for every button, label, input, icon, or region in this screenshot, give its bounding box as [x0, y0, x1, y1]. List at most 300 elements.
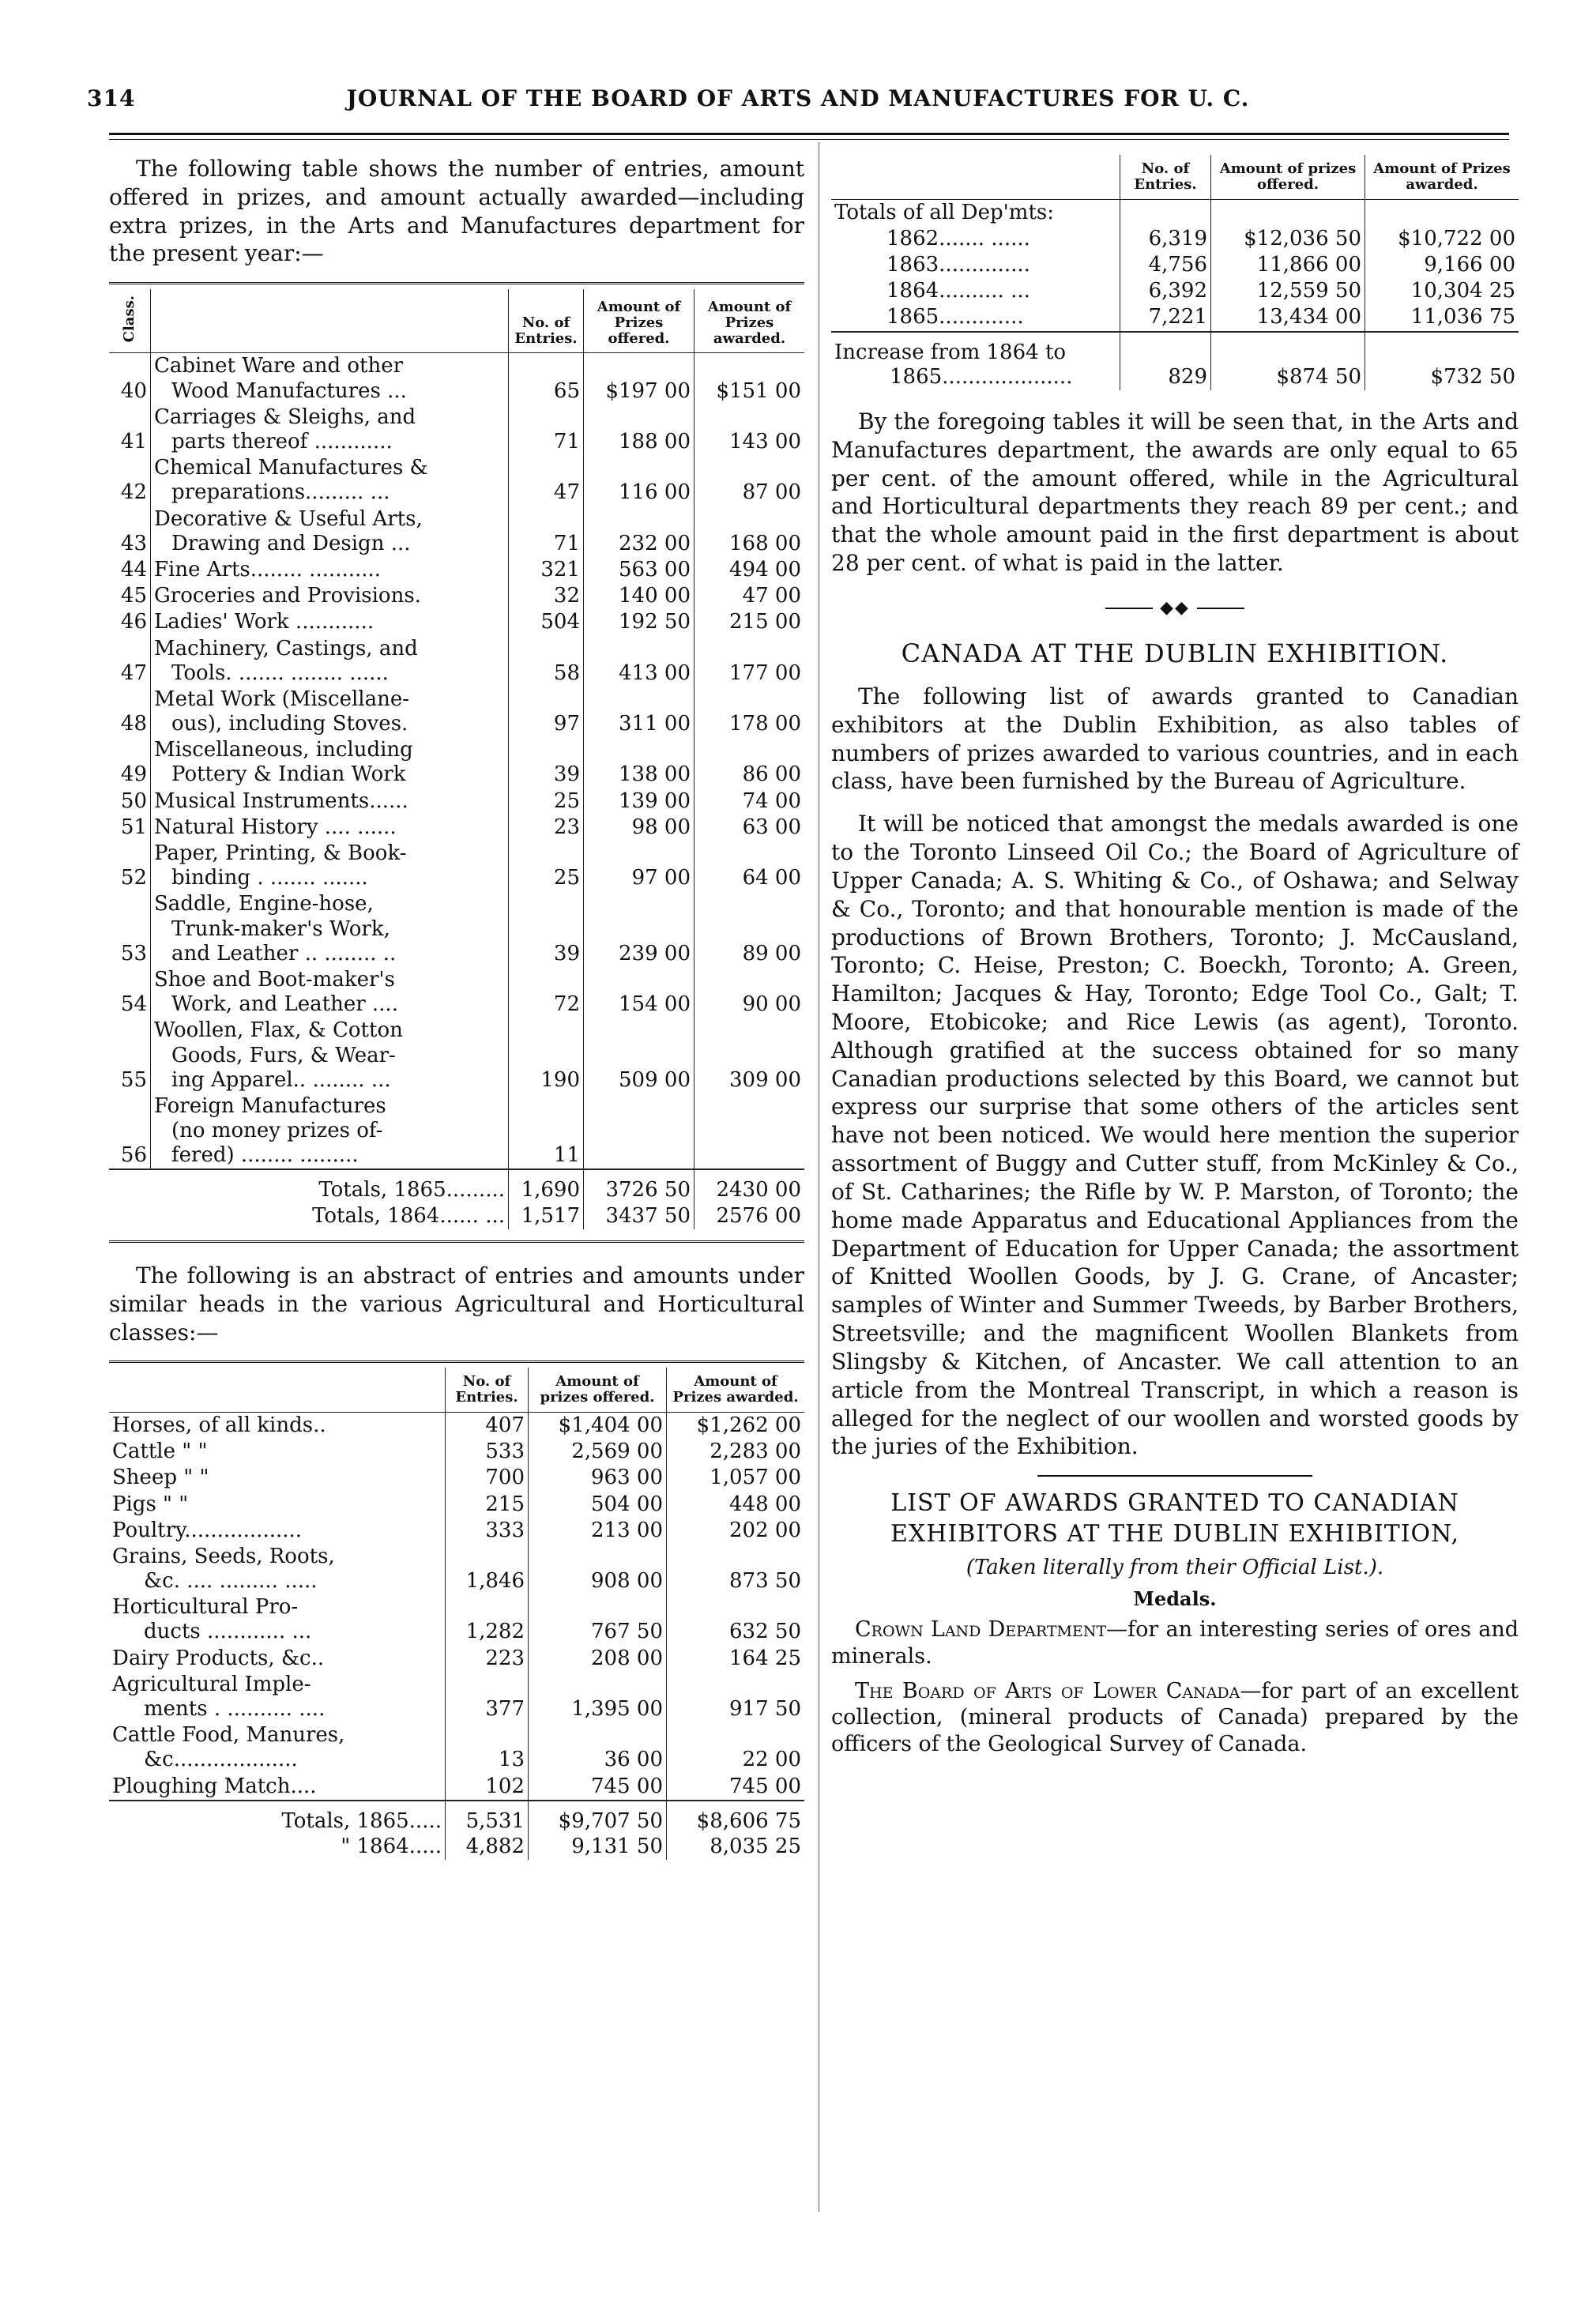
row-label-line: Ploughing Match....: [112, 1774, 317, 1798]
blank-cell: [1365, 199, 1519, 226]
row-label: [109, 1672, 446, 1722]
awarded-cell: 143 00: [729, 430, 801, 454]
row-label: [151, 1018, 509, 1093]
table-row: [109, 1646, 804, 1672]
entries-cell: 97: [509, 687, 584, 737]
row-label: [151, 815, 509, 841]
foregoing-paragraph: By the foregoing tables it will be seen that, in the Arts and Manufactures department, the awards are only equal to 65 per cent. of the amount offered, while in the Agricultural and Horticultural departments they reach 89 per cent.; and that the whole amount paid in the first department is about 28 per cent. of what is paid in the latter.: [831, 408, 1519, 577]
row-label: [151, 737, 509, 788]
table-row: [109, 815, 804, 841]
table-row: [109, 353, 804, 405]
table-row: [109, 636, 804, 687]
entries-cell: 39: [509, 737, 584, 788]
entries-cell: 700: [446, 1465, 529, 1491]
awarded-header: Amount of Prizes awarded.: [694, 289, 805, 353]
offered-cell: 1,395 00: [529, 1672, 667, 1722]
offered-cell: 97 00: [584, 841, 694, 891]
offered-cell: 138 00: [584, 737, 694, 788]
entries-cell: 6,392: [1120, 278, 1211, 304]
agri-entries-header: No. of Entries.: [446, 1368, 529, 1412]
table-row: [109, 891, 804, 967]
offered-cell: 208 00: [529, 1646, 667, 1672]
row-label-line: Work, and Leather ....: [171, 992, 398, 1017]
year-cell: 1864.......... ...: [831, 278, 1120, 304]
offered-cell: 139 00: [584, 788, 694, 815]
increase-row: [831, 332, 1519, 390]
offered-cell: 963 00: [529, 1465, 667, 1491]
entries-cell: 71: [509, 506, 584, 557]
row-label-line: Agricultural Imple-: [112, 1672, 311, 1696]
table-row: [109, 967, 804, 1018]
class-number: 50: [109, 788, 151, 815]
entries-cell: 321: [509, 557, 584, 583]
table-row: [109, 1518, 804, 1544]
increase-label-line: 1865....................: [890, 364, 1073, 389]
row-label-line: Fine Arts........ ...........: [154, 557, 382, 581]
row-label: [151, 557, 509, 583]
table-row: [109, 1544, 804, 1594]
offered-cell: 188 00: [584, 405, 694, 455]
entries-cell: 47: [509, 455, 584, 506]
row-label: [109, 1439, 446, 1465]
table-rule: [109, 1360, 804, 1368]
offered-cell: 140 00: [584, 583, 694, 609]
offered-cell: 98 00: [584, 815, 694, 841]
entries-cell: 5,531: [446, 1801, 529, 1835]
row-label-line: Tools. ....... ........ ......: [171, 660, 389, 685]
entries-cell: 25: [509, 788, 584, 815]
offered-cell: 232 00: [584, 506, 694, 557]
class-number: 43: [109, 506, 151, 557]
row-label-line: binding . ....... .......: [171, 866, 368, 890]
dublin-paragraph-1: The following list of awards granted to Canadian exhibitors at the Dublin Exhibition, as also tables of numbers of prizes awarded to various countries, and in each class, have been furnished by the Bureau of Agriculture.: [831, 683, 1519, 795]
row-label: [109, 1544, 446, 1594]
offered-cell: 767 50: [529, 1594, 667, 1645]
class-number: 51: [109, 815, 151, 841]
table-row: [109, 455, 804, 506]
awarded-cell: 745 00: [729, 1774, 801, 1798]
row-label: [151, 609, 509, 635]
table-row: [109, 1722, 804, 1773]
section-ornament: ◆◆: [831, 598, 1519, 618]
row-label-line: Drawing and Design ...: [171, 531, 411, 555]
table-row: [109, 788, 804, 815]
totals-table: [831, 155, 1519, 390]
award-name: The Board of Arts of Lower Canada: [855, 1678, 1240, 1703]
row-label-line: ments . .......... ....: [144, 1697, 326, 1721]
row-label: [109, 1594, 446, 1645]
entries-cell: 11: [509, 1093, 584, 1170]
row-label: [151, 506, 509, 557]
totals-row: [109, 1801, 804, 1835]
entries-cell: 72: [509, 967, 584, 1018]
row-label-line: Shoe and Boot-maker's: [154, 967, 395, 992]
class-number: 52: [109, 841, 151, 891]
row-label-line: Natural History .... ......: [154, 815, 397, 839]
row-label: [151, 583, 509, 609]
awarded-cell: 64 00: [742, 866, 801, 890]
offered-cell: 13,434 00: [1211, 304, 1365, 331]
entries-cell: 39: [509, 891, 584, 967]
offered-cell: 509 00: [584, 1018, 694, 1093]
row-label-line: Foreign Manufactures: [154, 1093, 386, 1118]
arts-intro: The following table shows the number of entries, amount offered in prizes, and amount actually awarded—including extra prizes, in the Arts and Manufactures department for the present year:—: [109, 156, 804, 267]
row-label-line: Pigs " ": [112, 1492, 189, 1516]
table-row: [109, 841, 804, 891]
offered-cell: 3437 50: [584, 1204, 694, 1229]
table-row: [109, 609, 804, 635]
offered-cell: 154 00: [584, 967, 694, 1018]
entries-cell: 25: [509, 841, 584, 891]
totals-label-header: [831, 155, 1120, 199]
running-head: [87, 85, 1509, 120]
offered-cell: $9,707 50: [529, 1801, 667, 1835]
table-row: [109, 1465, 804, 1491]
awarded-cell: 2576 00: [716, 1203, 801, 1228]
row-label-line: Cabinet Ware and other: [154, 354, 404, 378]
awarded-cell: 917 50: [729, 1697, 801, 1721]
totals-row: [109, 1169, 804, 1203]
row-label: [151, 405, 509, 455]
totals-label: Totals, 1864...... ...: [151, 1204, 509, 1229]
awarded-cell: 873 50: [729, 1569, 801, 1594]
totals-label: Totals of all Dep'mts:: [831, 199, 1120, 226]
totals-label: Totals, 1865.....: [109, 1801, 446, 1835]
row-label-line: &c. .... ......... .....: [144, 1569, 318, 1594]
offered-cell: 12,559 50: [1211, 278, 1365, 304]
row-label-line: Metal Work (Miscellane-: [154, 687, 410, 711]
awarded-cell: $1,262 00: [696, 1413, 801, 1437]
totals-row: [109, 1204, 804, 1229]
row-label-line: Carriages & Sleighs, and: [154, 405, 416, 429]
header-rule-thin: [109, 139, 1509, 140]
left-column: [109, 155, 804, 1860]
offered-cell: [584, 1093, 694, 1170]
entries-cell: 13: [446, 1722, 529, 1773]
class-number: 40: [109, 353, 151, 405]
offered-cell: 2,569 00: [529, 1439, 667, 1465]
row-label-line: Horticultural Pro-: [112, 1595, 299, 1620]
awarded-cell: 74 00: [742, 788, 801, 813]
row-label-line: fered) ........ .........: [171, 1143, 359, 1168]
class-number: 55: [109, 1018, 151, 1093]
offered-cell: 413 00: [584, 636, 694, 687]
row-label-line: and Leather .. ........ ..: [171, 941, 397, 965]
table-rule: [109, 1240, 804, 1248]
row-label-line: ous), including Stoves.: [171, 712, 408, 736]
entries-cell: 1,282: [446, 1594, 529, 1645]
row-label-line: Miscellaneous, including: [154, 738, 413, 762]
entries-cell: 102: [446, 1774, 529, 1801]
row-label-line: Cattle Food, Manures,: [112, 1723, 345, 1748]
award-entry: [831, 1616, 1519, 1670]
table-row: [109, 405, 804, 455]
awarded-cell: 632 50: [729, 1620, 801, 1644]
entries-cell: 32: [509, 583, 584, 609]
row-label-line: Groceries and Provisions.: [154, 584, 421, 608]
row-label-line: ducts ............ ...: [144, 1620, 312, 1644]
offered-cell: $197 00: [584, 353, 694, 405]
awarded-cell: 2,283 00: [710, 1440, 801, 1464]
awarded-cell: 11,036 75: [1410, 305, 1515, 329]
row-label: [109, 1774, 446, 1801]
dublin-paragraph-2: It will be noticed that amongst the medals awarded is one to the Toronto Linseed Oil Co.; the Board of Agriculture of Upper Canada; A. S. Whiting & Co., of Oshawa; and Selway & Co., Toronto; and that honourable mention is made of the productions of Brown Brothers, Toronto; J. McCausland, Toronto; C. Heise, Preston; C. Boeckh, Toronto; A. Green, Hamilton; Jacques & Hay, Toronto; Edge Tool Co., Galt; T. Moore, Etobicoke; and Rice Lewis (as agent), Toronto. Although gratified at the success obtained for so many Canadian productions selected by this Board, we cannot but express our surprise that some others of the articles sent have not been noticed. We would here mention the superior assortment of Buggy and Cutter stuff, from McKinley & Co., of St. Catharines; the Rifle by W. P. Marston, of Toronto; the home made Apparatus and Educational Appliances from the Department of Education for Upper Canada; the assortment of Knitted Woollen Goods, by J. G. Crane, of Ancaster; samples of Winter and Summer Tweeds, by Barber Brothers, Streetsville; and the magnificent Woollen Blankets from Slingsby & Kitchen, of Ancaster. We call attention to an article from the Montreal Transcript, in which a reason is alleged for the neglect of our woollen and worsted goods by the juries of the Exhibition.: [831, 811, 1519, 1460]
offered-cell: 213 00: [529, 1518, 667, 1544]
blank-cell: [1211, 199, 1365, 226]
table-row: [109, 1093, 804, 1170]
row-label: [151, 891, 509, 967]
year-cell: 1863..............: [831, 252, 1120, 278]
row-label-line: Dairy Products, &c..: [112, 1646, 325, 1670]
row-label-line: Horses, of all kinds..: [112, 1413, 326, 1437]
class-number: 41: [109, 405, 151, 455]
row-label-line: parts thereof ............: [171, 430, 393, 454]
awarded-cell: 2430 00: [694, 1169, 805, 1203]
awarded-cell: 177 00: [729, 660, 801, 685]
class-number: 44: [109, 557, 151, 583]
row-label: [151, 967, 509, 1018]
entries-cell: 829: [1120, 332, 1211, 390]
entries-cell: 1,690: [509, 1169, 584, 1203]
awarded-cell: [694, 1093, 805, 1170]
award-text: —for an interesting series of ores and minerals.: [831, 1617, 1519, 1669]
journal-title: JOURNAL OF THE BOARD OF ARTS AND MANUFACTURES FOR U. C.: [346, 85, 1250, 111]
row-label: [109, 1722, 446, 1773]
offered-cell: 9,131 50: [529, 1835, 667, 1860]
table-row: [109, 583, 804, 609]
row-label-line: Chemical Manufactures &: [154, 456, 428, 480]
agri-table: [109, 1368, 804, 1860]
awarded-cell: 8,035 25: [710, 1834, 801, 1858]
awarded-cell: 87 00: [742, 480, 801, 505]
row-label: [109, 1412, 446, 1439]
offered-cell: $874 50: [1211, 332, 1365, 390]
table-row: [109, 1412, 804, 1439]
totals-awarded-header: Amount of Prizes awarded.: [1365, 155, 1519, 199]
awarded-cell: 1,057 00: [710, 1466, 801, 1490]
medals-heading: Medals.: [1133, 1587, 1217, 1611]
offered-cell: 192 50: [584, 609, 694, 635]
year-cell: 1865.............: [831, 304, 1120, 331]
entries-cell: 23: [509, 815, 584, 841]
increase-label: [831, 332, 1120, 390]
class-number: 48: [109, 687, 151, 737]
entries-header: No. of Entries.: [509, 289, 584, 353]
totals-table-body: [831, 199, 1519, 390]
row-label-line: (no money prizes of-: [171, 1119, 383, 1143]
totals-label: " 1864.....: [109, 1835, 446, 1860]
entries-cell: 4,882: [446, 1835, 529, 1860]
divider: [1037, 1475, 1312, 1477]
entries-cell: 6,319: [1120, 226, 1211, 252]
offered-header: Amount of Prizes offered.: [584, 289, 694, 353]
awarded-cell: 168 00: [729, 531, 801, 555]
row-label-line: Grains, Seeds, Roots,: [112, 1544, 335, 1568]
row-label-line: Musical Instruments......: [154, 788, 408, 813]
list-subtitle: (Taken literally from their Official List.).: [966, 1556, 1384, 1580]
awarded-cell: 9,166 00: [1424, 252, 1515, 277]
row-label: [151, 455, 509, 506]
awarded-cell: 10,304 25: [1410, 279, 1515, 303]
entries-cell: 71: [509, 405, 584, 455]
class-number: 45: [109, 583, 151, 609]
page-number: 314: [87, 85, 136, 111]
offered-cell: 311 00: [584, 687, 694, 737]
row-label-line: Woollen, Flax, & Cotton: [154, 1018, 403, 1043]
offered-cell: $1,404 00: [529, 1412, 667, 1439]
row-label: [151, 788, 509, 815]
entries-cell: 190: [509, 1018, 584, 1093]
list-title: LIST OF AWARDS GRANTED TO CANADIAN EXHIBITORS AT THE DUBLIN EXHIBITION,: [890, 1489, 1460, 1549]
awarded-cell: 309 00: [729, 1067, 801, 1092]
row-label-line: Saddle, Engine-hose,: [154, 892, 374, 916]
right-column: [831, 155, 1519, 1766]
awarded-cell: 494 00: [729, 557, 801, 581]
table-row: [109, 1594, 804, 1645]
table-row: [109, 1672, 804, 1722]
awarded-cell: $10,722 00: [1398, 226, 1515, 250]
section-title: CANADA AT THE DUBLIN EXHIBITION.: [901, 638, 1449, 668]
entries-cell: 215: [446, 1492, 529, 1518]
year-cell: 1862....... ......: [831, 226, 1120, 252]
totals-label: Totals, 1865.........: [151, 1169, 509, 1203]
awarded-cell: 215 00: [729, 610, 801, 634]
awarded-cell: 63 00: [742, 815, 801, 839]
totals-spacer: [109, 1204, 151, 1229]
awarded-cell: 47 00: [742, 584, 801, 608]
totals-offered-header: Amount of prizes offered.: [1211, 155, 1365, 199]
row-label-line: Goods, Furs, & Wear-: [171, 1043, 396, 1067]
offered-cell: 36 00: [529, 1722, 667, 1773]
entries-cell: 7,221: [1120, 304, 1211, 331]
award-name: Crown Land Department: [855, 1617, 1107, 1643]
row-label: [109, 1465, 446, 1491]
entries-cell: 1,846: [446, 1544, 529, 1594]
table-row: [109, 737, 804, 788]
arts-table: [109, 289, 804, 1229]
awarded-cell: 22 00: [742, 1748, 801, 1772]
table-row: [831, 304, 1519, 331]
entries-cell: 504: [509, 609, 584, 635]
row-label: [109, 1518, 446, 1544]
abstract-intro: The following is an abstract of entries and amounts under similar heads in the various Agricultural and Horticultural classes:—: [109, 1262, 804, 1345]
table-row: [109, 1492, 804, 1518]
awarded-cell: $732 50: [1365, 332, 1519, 390]
row-label: [109, 1646, 446, 1672]
row-label: [151, 353, 509, 405]
agri-item-header: [109, 1368, 446, 1412]
award-entry: [831, 1678, 1519, 1758]
offered-cell: 116 00: [584, 455, 694, 506]
row-label-line: Trunk-maker's Work,: [171, 916, 390, 941]
row-label: [109, 1492, 446, 1518]
class-number: 42: [109, 455, 151, 506]
totals-label-row: [831, 199, 1519, 226]
table-rule: [109, 282, 804, 289]
row-label-line: &c...................: [144, 1748, 298, 1772]
entries-cell: 533: [446, 1439, 529, 1465]
totals-row: [109, 1835, 804, 1860]
row-label-line: ing Apparel.. ........ ...: [171, 1067, 391, 1092]
entries-cell: 58: [509, 636, 584, 687]
table-row: [109, 1439, 804, 1465]
arts-table-body: [109, 353, 804, 1229]
entries-cell: 65: [509, 353, 584, 405]
row-label: [151, 841, 509, 891]
offered-cell: 3726 50: [584, 1169, 694, 1203]
entries-cell: 407: [446, 1412, 529, 1439]
entries-cell: 223: [446, 1646, 529, 1672]
entries-cell: 1,517: [509, 1204, 584, 1229]
table-row: [109, 506, 804, 557]
row-label-line: preparations......... ...: [171, 480, 390, 505]
class-header: Class.: [109, 289, 151, 353]
agri-awarded-header: Amount of Prizes awarded.: [667, 1368, 805, 1412]
row-label-line: Sheep " ": [112, 1466, 209, 1490]
awarded-cell: 89 00: [742, 941, 801, 965]
offered-cell: 239 00: [584, 891, 694, 967]
entries-cell: 333: [446, 1518, 529, 1544]
awarded-cell: 178 00: [729, 712, 801, 736]
item-header: [151, 289, 509, 353]
row-label: [151, 636, 509, 687]
entries-cell: 377: [446, 1672, 529, 1722]
table-row: [109, 1774, 804, 1801]
offered-cell: 745 00: [529, 1774, 667, 1801]
increase-label-line: Increase from 1864 to: [834, 340, 1067, 364]
awarded-cell: 164 25: [729, 1646, 801, 1670]
offered-cell: $12,036 50: [1211, 226, 1365, 252]
row-label-line: Cattle " ": [112, 1440, 208, 1464]
offered-cell: 563 00: [584, 557, 694, 583]
class-number: 49: [109, 737, 151, 788]
awarded-cell: 90 00: [742, 992, 801, 1017]
row-label-line: Poultry..................: [112, 1518, 303, 1542]
table-row: [109, 1018, 804, 1093]
row-label-line: Decorative & Useful Arts,: [154, 506, 423, 531]
row-label-line: Pottery & Indian Work: [171, 762, 406, 787]
table-row: [831, 226, 1519, 252]
awarded-cell: $151 00: [716, 378, 801, 403]
award-text: —for part of an excellent collection, (mineral products of Canada) prepared by the officers of the Geological Survey of Canada.: [831, 1678, 1519, 1757]
offered-cell: 11,866 00: [1211, 252, 1365, 278]
totals-spacer: [109, 1169, 151, 1203]
table-row: [831, 278, 1519, 304]
table-row: [831, 252, 1519, 278]
class-number: 47: [109, 636, 151, 687]
row-label-line: Ladies' Work ............: [154, 610, 375, 634]
row-label-line: Machinery, Castings, and: [154, 636, 418, 660]
awarded-cell: 448 00: [729, 1492, 801, 1516]
offered-cell: 908 00: [529, 1544, 667, 1594]
totals-entries-header: No. of Entries.: [1120, 155, 1211, 199]
row-label: [151, 687, 509, 737]
offered-cell: 504 00: [529, 1492, 667, 1518]
row-label: [151, 1093, 509, 1170]
blank-cell: [1120, 199, 1211, 226]
class-number: 56: [109, 1093, 151, 1170]
header-rule: [109, 133, 1509, 135]
agri-offered-header: Amount of prizes offered.: [529, 1368, 667, 1412]
awarded-cell: 202 00: [729, 1518, 801, 1542]
row-label-line: Paper, Printing, & Book-: [154, 841, 407, 866]
class-number: 54: [109, 967, 151, 1018]
entries-cell: 4,756: [1120, 252, 1211, 278]
awarded-cell: 86 00: [742, 762, 801, 787]
table-row: [109, 557, 804, 583]
agri-table-body: [109, 1412, 804, 1860]
class-number: 46: [109, 609, 151, 635]
